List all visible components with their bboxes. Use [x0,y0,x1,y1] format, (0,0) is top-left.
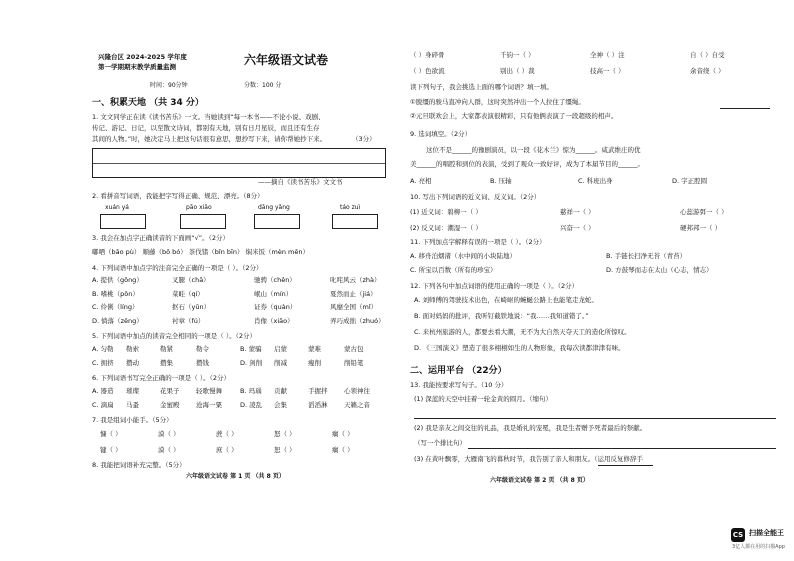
q4-option-row4-4[interactable]: 弄巧成拙（zhuó） [330,316,385,325]
q11-title: 11. 下列加点字解释有误的一项是（ ）。（2分） [410,238,546,246]
q5-option-row2-1[interactable]: C. 拥挤 [92,359,114,367]
q2-answer-box-4[interactable] [332,214,378,229]
q5-option-row1-4[interactable]: 勒令 [196,345,209,353]
left-page-footer: 六年级语文试卷 第 1 页 （共 8 页） [186,473,285,480]
q6-option-row1-6[interactable]: 贡献 [274,387,287,395]
school-line-1: 兴隆台区 2024-2025 学年度 [98,53,187,61]
q5-option-row2-2[interactable]: 攒动 [126,359,139,367]
school-line-2: 第一学期期末教学质量监测 [98,63,176,71]
read-sentence-1: ①脱缰的骏马直冲向人群，这时突然冲出一个人拉住了缰绳。 [410,98,585,106]
q4-option-row2-1[interactable]: B. 嗜桃（pōn） [92,289,139,298]
q5-option-row1-8[interactable]: 蒙古包 [344,345,364,353]
right-page-footer: 六年级语文试卷 第 2 页 （共 8 页） [490,477,589,484]
q6-option-row2-5[interactable]: D. 凌乱 [240,401,263,409]
q5-option-row2-5[interactable]: D. 剑削 [240,359,263,367]
q5-option-row1-6[interactable]: 启蒙 [274,345,287,353]
watermark-brand: 扫描全能王 [749,529,784,537]
q6-option-row1-7[interactable]: 手握拌 [308,387,328,395]
q7-row1-item-1[interactable]: 慷（ ） [100,430,122,438]
q4-option-row2-2[interactable]: 菜畦（qí） [172,289,204,298]
camscanner-logo-icon: CS [731,528,745,542]
idiom-fill-a-3[interactable]: 全神（ ）注 [590,51,625,59]
q6-option-row1-1[interactable]: A. 器造 [92,387,114,395]
q2-answer-box-2[interactable] [180,214,226,229]
q10-ant-3[interactable]: 硬邦邦一（ ） [680,224,722,232]
right-page [398,0,794,561]
q2-pinyin-1: xuán yá [105,204,129,211]
q5-option-row1-7[interactable]: 蒙难 [308,345,321,353]
q6-option-row2-3[interactable]: 金蜜殿 [160,401,180,409]
read-instruction: 读下列句子，我会挑选上面的哪个词语？填一填。 [410,83,553,91]
exam-time: 时间：90分钟 [150,82,188,89]
q11-option-row1-1[interactable]: A. 移舟泊烟渚（水中间的小块陆地） [410,252,516,260]
q2-answer-box-1[interactable] [100,214,146,229]
q4-title: 4. 下列词语中加点字的注音完全正确的一项是（ ）。（2分） [92,264,263,272]
q12-option-c[interactable]: C. 来杭州旅游的人，都要去看大潮，无不为大自然天夺天工的造化所惊叹。 [414,328,631,336]
q7-row2-item-5[interactable]: 瘸（ ） [332,446,354,454]
q5-option-row2-7[interactable]: 瘦削 [308,359,321,367]
q5-option-row2-3[interactable]: 攒集 [160,359,173,367]
q2-pinyin-4: táo zuì [340,204,361,211]
q5-option-row2-4[interactable]: 攒钱 [196,359,209,367]
q6-option-row2-7[interactable]: 滔滔淋 [308,401,328,409]
q6-option-row2-8[interactable]: 天籁之音 [344,401,370,409]
q1-source: ——摘自《读书苦乐》文文书 [258,178,343,186]
q6-option-row1-3[interactable]: 花果子 [160,387,180,395]
q4-option-row3-4[interactable]: 风靡全国（mǐ） [330,303,378,311]
q9-title: 9. 选词填空。（2分） [410,130,472,138]
q4-option-row3-1[interactable]: C. 伶俐（líng） [92,303,139,311]
q4-option-row4-1[interactable]: D. 惝落（zěng） [92,316,143,325]
q5-option-row2-6[interactable]: 削减 [274,359,287,367]
q4-option-row2-4[interactable]: 戛然而止（jiá） [330,289,377,298]
section-1-title: 一、积累天地 （共 34 分） [92,98,204,108]
q1-points: （3分） [352,135,376,143]
q9-option-2[interactable]: B. 压轴 [490,177,512,185]
q4-option-row1-2[interactable]: 叉腿（chā） [172,276,210,284]
idiom-fill-b-3[interactable]: 技高一（ ） [590,67,625,75]
q10-ant-1[interactable]: (2) 反义词：潮湿一（ ） [410,224,482,232]
q6-option-row2-4[interactable]: 沧海一粟 [196,401,222,409]
q5-title: 5. 下列词语中加点的读音完全相同的一项是（ ）。（2分） [92,332,256,340]
q4-option-row2-3[interactable]: 岷山（mín） [254,289,293,298]
q13-sentence-2: (2) 我是亲友之间交往的礼品，我是婚礼的宠冕，我是生者赠予死者最后的祭献。 [414,424,647,432]
q10-ant-2[interactable]: 兴奋一（ ） [560,224,595,232]
q1-line-3: 其间的人物。”时，她决定马上把这句话很有意思，想抄写下来，请你帮她抄下来。 [92,135,327,143]
q9-option-4[interactable]: D. 字正腔圆 [672,177,708,185]
q5-option-row2-8[interactable]: 削铅笔 [344,359,364,367]
q6-option-row2-2[interactable]: 马蚤 [126,401,139,409]
idiom-fill-b-4[interactable]: 余音绕（ ） [690,67,725,75]
q13-answer-line-1[interactable] [414,418,776,419]
q4-option-row3-2[interactable]: 抠石（yūn） [172,303,211,311]
q1-line-1: 1. 文文同学正在读《读书苦乐》一文。当她读到“每一本书——不论小说、戏剧、 [92,113,325,121]
q13-answer-line-2[interactable] [468,448,776,449]
q6-option-row2-6[interactable]: 会集 [274,401,287,409]
q10-syn-3[interactable]: 心蕊游弭一（ ） [680,208,728,216]
q7-row1-item-2[interactable]: 漠（ ） [158,430,180,438]
q7-row2-item-4[interactable]: 恕（ ） [274,446,296,454]
q7-row1-item-3[interactable]: 蔗（ ） [216,430,238,438]
q8-title: 8. 我能把词语补充完整。（5分） [92,461,186,469]
q1-answer-box[interactable] [92,148,386,178]
q12-option-d[interactable]: D. 《三国演义》塑造了很多栩栩如生的人物形象，我每次读都津津有味。 [414,344,625,352]
q3-options[interactable]: 嘟哂（bāo pù） 顺藤（bō bó） 茶伐锗（bǐn bīn） 焖米饭（mèn mēn） [92,248,310,256]
idiom-fill-a-1[interactable]: （ ）身碎骨 [410,51,445,59]
q3-title: 3. 我会在加点字正确读音的下面画“√”。（2分） [92,234,230,242]
q6-option-row1-5[interactable]: B. 玛瑙 [240,387,262,395]
q7-row1-item-5[interactable]: 瘸（ ） [332,430,354,438]
q7-title: 7. 我是组词小能手。（5分） [92,416,173,424]
q4-option-row1-4[interactable]: 叱咤风云（zhà） [330,276,381,284]
q13-title: 13. 我能按要求写句子。（10 分） [410,381,508,389]
q13-sentence-2-instruction: （写一个排比句） [414,439,466,447]
q10-syn-2[interactable]: 慈祥一（ ） [560,208,595,216]
q12-title: 12. 下列各句中加点词语的使用正确的一项是（ ）。（2分） [410,282,579,290]
q6-option-row1-8[interactable]: 心领神往 [344,387,370,395]
q2-title: 2. 看拼音写词语，我能把字写得正确、规范、漂亮。（8分） [92,192,264,200]
q2-pinyin-3: dāng yǎng [258,204,290,211]
section-2-title: 二、运用平台 （22分） [410,366,507,376]
q9-option-1[interactable]: A. 亮相 [410,177,432,185]
idiom-fill-a-4[interactable]: 自（ ）自受 [690,51,725,59]
exam-score: 分数：100 分 [244,82,282,89]
q12-option-a[interactable]: A. 刘师傅的驾驶技术出色，在崎岖的蜿蜒公路上也能笔走龙蛇。 [414,296,598,304]
q13-sentence-1: (1) 深蓝的天空中挂着一轮金黄的圆月。（缩句） [414,395,553,403]
q11-option-row2-2[interactable]: D. 方鼓琴而志在太山（心志，情志） [606,266,713,274]
q6-option-row2-1[interactable]: C. 滴扁 [92,401,114,409]
q7-row2-item-2[interactable]: 漠（ ） [158,446,180,454]
idiom-fill-a-2[interactable]: 千钧一（ ） [500,51,535,59]
q4-option-row4-3[interactable]: 肖像（xiāo） [254,316,294,325]
q2-pinyin-2: pāo xiāo [186,204,212,211]
q7-row2-item-3[interactable]: 庶（ ） [216,446,238,454]
q6-option-row1-4[interactable]: 轻歌慢舞 [196,387,222,395]
q9-line-2: 美______的唱腔和到位的表演，受到了观众一致好评，成为了本届节目的______。 [410,160,644,168]
idiom-fill-b-2[interactable]: 别出（ ）裁 [500,67,535,75]
q5-option-row1-1[interactable]: A. 匀勒 [92,345,114,353]
q1-line-2: 传记、游记、日记，以至散文诗词，都别有天地，别有日月星辰，而且还有生存 [92,124,320,132]
q5-option-row1-2[interactable]: 勒索 [126,345,139,353]
read-sentence-2: ②元旦联欢会上，大家都表演很精彩，只有他俩表演了一段超级的相声。 [410,112,618,120]
q13-underline [598,465,653,466]
q11-option-row1-2[interactable]: B. 手链长扫净无苔（青苔） [606,252,687,260]
q13-sentence-3: (3) 在黄叶飘零，大雁南飞的暮秋时节，我告别了亲人和朋友。（运用反复修辞手 [414,455,644,463]
q6-title: 6. 下列词语书写完全正确的一项是（ ）。（2分） [92,374,230,382]
q6-option-row1-2[interactable]: 璀璨 [126,387,139,395]
q10-title: 10. 写出下列词语的近义词、反义词。（2分） [410,193,541,201]
q10-syn-1[interactable]: (1) 近义词：碧柳一（ ） [410,208,482,216]
q4-option-row3-3[interactable]: 证券（quàn） [254,303,297,311]
idiom-fill-b-1[interactable]: （ ）色欲流 [410,67,445,75]
q5-option-row1-3[interactable]: 勒紧 [160,345,173,353]
q11-option-row2-1[interactable]: C. 所宝以百数（所有的珍宝） [410,266,497,274]
q4-option-row1-3[interactable]: 驰骋（chěn） [254,276,296,284]
q7-row1-item-4[interactable]: 怒（ ） [274,430,296,438]
q5-option-row1-5[interactable]: B. 蒙骗 [240,345,262,353]
q9-option-3[interactable]: C. 科班出身 [578,177,613,185]
q7-row2-item-1[interactable]: 键（ ） [100,446,122,454]
q4-option-row4-2[interactable]: 衬章（fú） [172,316,205,325]
q4-option-row1-1[interactable]: A. 提供（gōng） [92,276,143,284]
watermark-subtitle: 3亿人都在用的扫描App [732,544,785,550]
exam-title: 六年级语文试卷 [244,53,329,67]
q12-option-b[interactable]: B. 面对妈妈的批评，我听钉截铁地说：“我……我知道错了。” [414,312,589,320]
q9-line-1: 这位不是______的豫剧演员，以一段《花木兰》惊为______。咸武维庄的优 [426,146,641,154]
q2-answer-box-3[interactable] [254,214,300,229]
read-blank-1[interactable] [720,108,770,109]
